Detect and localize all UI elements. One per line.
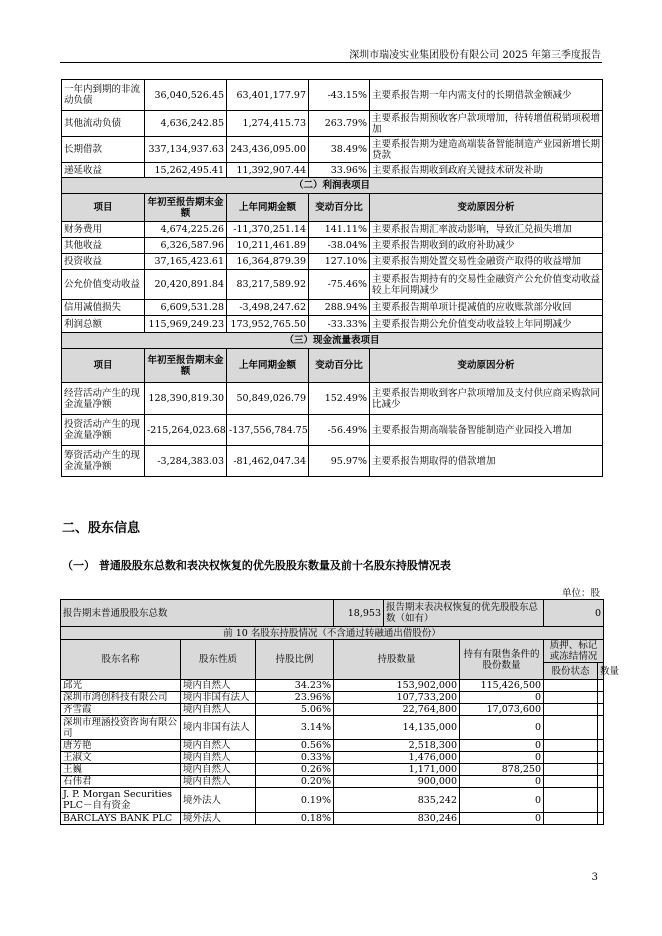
holding-qty: 835,242 [334, 788, 460, 813]
table-row [62, 316, 603, 333]
holding-ratio: 5.06% [256, 704, 334, 716]
restricted-qty: 115,426,500 [460, 680, 544, 692]
shareholder-name: J. P. Morgan Securities PLC－自有资金 [61, 788, 181, 813]
table-row [61, 764, 604, 776]
page-number: 3 [591, 872, 598, 883]
pledge-status [544, 704, 598, 716]
col-header-qty: 持股数量 [334, 640, 460, 680]
reason-cell: 主要系报告期汇率波动影响，导致汇兑损失增加 [370, 222, 603, 238]
col-header-reason: 变动原因分析 [370, 194, 603, 222]
table-row [61, 704, 604, 716]
reason-cell: 主要系报告期持有的交易性金融资产公允价值变动收益较上年同期减少 [370, 270, 603, 300]
reason-cell: 主要系报告期预收客户款项增加，待转增值税销项税增加 [370, 111, 603, 137]
page-header: 深圳市瑞凌实业集团股份有限公司 2025 年第三季度报告 [349, 50, 601, 61]
shareholder-name: 王巍 [61, 764, 181, 776]
pledge-status [544, 788, 598, 813]
item-cell: 其他流动负债 [62, 111, 145, 137]
change-pct-cell: -43.15% [309, 80, 370, 111]
table-row [62, 111, 603, 137]
restricted-qty: 0 [460, 740, 544, 752]
shareholder-nature: 境内非国有法人 [181, 716, 256, 740]
item-cell: 公允价值变动收益 [62, 270, 145, 300]
item-cell: 信用减值损失 [62, 300, 145, 316]
item-cell: 递延收益 [62, 163, 145, 178]
restricted-qty: 0 [460, 788, 544, 813]
prior-amount-cell: 243,436,095.00 [227, 137, 309, 163]
table-row [61, 740, 604, 752]
table-row [62, 415, 603, 446]
prior-amount-cell: 10,211,461.89 [227, 238, 309, 254]
preferred-shareholders-label: 报告期末表决权恢复的优先股股东总数（如有） [384, 600, 544, 627]
holding-qty: 1,171,000 [334, 764, 460, 776]
col-header-prior: 上年同期金额 [227, 349, 309, 383]
holding-ratio: 0.33% [256, 752, 334, 764]
table-row [62, 137, 603, 163]
reason-cell: 主要系报告期处置交易性金融资产取得的收益增加 [370, 254, 603, 270]
pledge-qty [598, 764, 604, 776]
shareholder-name: 王淑文 [61, 752, 181, 764]
restricted-qty: 0 [460, 752, 544, 764]
pledge-qty [598, 716, 604, 740]
shareholder-nature: 境内自然人 [181, 704, 256, 716]
change-pct-cell: 127.10% [309, 254, 370, 270]
current-amount-cell: 37,165,423.61 [145, 254, 227, 270]
table-row [62, 238, 603, 254]
holding-ratio: 34.23% [256, 680, 334, 692]
header-row [61, 640, 604, 663]
current-amount-cell: 36,040,526.45 [145, 80, 227, 111]
item-cell: 一年内到期的非流动负债 [62, 80, 145, 111]
shareholder-name: 齐雪霞 [61, 704, 181, 716]
prior-amount-cell: -137,556,784.75 [227, 415, 309, 446]
col-header-name: 股东名称 [61, 640, 181, 680]
prior-amount-cell: 16,364,879.39 [227, 254, 309, 270]
table-row [62, 222, 603, 238]
col-header-pledge-qty: 数量 [598, 663, 604, 680]
col-header-nature: 股东性质 [181, 640, 256, 680]
table-row [62, 300, 603, 316]
restricted-qty: 0 [460, 813, 544, 825]
change-pct-cell: 288.94% [309, 300, 370, 316]
change-pct-cell: -33.33% [309, 316, 370, 333]
prior-amount-cell: 63,401,177.97 [227, 80, 309, 111]
current-amount-cell: 337,134,937.63 [145, 137, 227, 163]
section-title-row [62, 333, 603, 349]
unit-label: 单位：股 [561, 588, 600, 599]
item-cell: 利润总额 [62, 316, 145, 333]
current-amount-cell: 20,420,891.84 [145, 270, 227, 300]
change-pct-cell: 95.97% [309, 446, 370, 477]
top10-title: 前 10 名股东持股情况（不含通过转融通出借股份） [61, 627, 604, 640]
restricted-qty: 17,073,600 [460, 704, 544, 716]
header-row [62, 349, 603, 383]
holding-qty: 153,902,000 [334, 680, 460, 692]
pledge-status [544, 692, 598, 704]
table-row [61, 692, 604, 704]
pledge-qty [598, 813, 604, 825]
restricted-qty: 0 [460, 692, 544, 704]
prior-amount-cell: 173,952,765.50 [227, 316, 309, 333]
table-row [62, 446, 603, 477]
shareholder-name: 深圳市鸿创科技有限公司 [61, 692, 181, 704]
item-cell: 投资收益 [62, 254, 145, 270]
shareholder-nature: 境内自然人 [181, 680, 256, 692]
pledge-qty [598, 788, 604, 813]
table-row [62, 254, 603, 270]
col-header-current: 年初至报告期末金额 [145, 194, 227, 222]
holding-qty: 2,518,300 [334, 740, 460, 752]
current-amount-cell: 115,969,249.23 [145, 316, 227, 333]
current-amount-cell: 128,390,819.30 [145, 383, 227, 415]
prior-amount-cell: 11,392,907.44 [227, 163, 309, 178]
pledge-status [544, 680, 598, 692]
change-pct-cell: 152.49% [309, 383, 370, 415]
pledge-status [544, 813, 598, 825]
pledge-qty [598, 740, 604, 752]
pledge-status [544, 764, 598, 776]
shareholder-nature: 境外法人 [181, 813, 256, 825]
shareholder-nature: 境外法人 [181, 788, 256, 813]
prior-amount-cell: -81,462,047.34 [227, 446, 309, 477]
prior-amount-cell: 50,849,026.79 [227, 383, 309, 415]
col-header-change: 变动百分比 [309, 349, 370, 383]
col-header-ratio: 持股比例 [256, 640, 334, 680]
reason-cell: 主要系报告期收到政府关键技术研发补助 [370, 163, 603, 178]
shareholder-nature: 境内自然人 [181, 764, 256, 776]
pledge-status [544, 740, 598, 752]
change-pct-cell: -75.46% [309, 270, 370, 300]
reason-cell: 主要系报告期高端装备智能制造产业园投入增加 [370, 415, 603, 446]
reason-cell: 主要系报告期公允价值变动收益较上年同期减少 [370, 316, 603, 333]
table-row [61, 752, 604, 764]
prior-amount-cell: 1,274,415.73 [227, 111, 309, 137]
holding-ratio: 23.96% [256, 692, 334, 704]
col-header-current: 年初至报告期末金额 [145, 349, 227, 383]
col-header-pledge: 质押、标记或冻结情况 [544, 640, 604, 663]
cashflow-section-title: （三）现金流量表项目 [62, 333, 603, 349]
current-amount-cell: 6,326,587.96 [145, 238, 227, 254]
preferred-shareholders-value: 0 [544, 600, 604, 627]
col-header-pledge-status: 股份状态 [544, 663, 598, 680]
pledge-qty [598, 704, 604, 716]
shareholder-nature: 境内自然人 [181, 776, 256, 788]
item-cell: 长期借款 [62, 137, 145, 163]
current-amount-cell: 4,674,225.26 [145, 222, 227, 238]
pledge-qty [598, 692, 604, 704]
table-row [61, 680, 604, 692]
reason-cell: 主要系报告期收到客户款项增加及支付供应商采购款同比减少 [370, 383, 603, 415]
item-cell: 财务费用 [62, 222, 145, 238]
change-pct-cell: -38.04% [309, 238, 370, 254]
table-row [62, 270, 603, 300]
item-cell: 筹资活动产生的现金流量净额 [62, 446, 145, 477]
reason-cell: 主要系报告期为建造高端装备智能制造产业园新增长期贷款 [370, 137, 603, 163]
holding-ratio: 0.19% [256, 788, 334, 813]
income-section-title: （二）利润表项目 [62, 178, 603, 194]
pledge-status [544, 752, 598, 764]
section-title-row [62, 178, 603, 194]
shareholder-name: 深圳市理涵投资咨询有限公司 [61, 716, 181, 740]
total-shareholders-label: 报告期末普通股股东总数 [61, 600, 334, 627]
change-pct-cell: 263.79% [309, 111, 370, 137]
col-header-change: 变动百分比 [309, 194, 370, 222]
col-header-item: 项目 [62, 349, 145, 383]
restricted-qty: 0 [460, 776, 544, 788]
shareholder-name: 唐芳艳 [61, 740, 181, 752]
table-row [61, 788, 604, 813]
shareholder-nature: 境内非国有法人 [181, 692, 256, 704]
item-cell: 投资活动产生的现金流量净额 [62, 415, 145, 446]
prior-amount-cell: -11,370,251.14 [227, 222, 309, 238]
current-amount-cell: 6,609,531.28 [145, 300, 227, 316]
table-row [61, 776, 604, 788]
col-header-restricted: 持有有限售条件的股份数量 [460, 640, 544, 680]
holding-qty: 900,000 [334, 776, 460, 788]
col-header-prior: 上年同期金额 [227, 194, 309, 222]
restricted-qty: 0 [460, 716, 544, 740]
shareholder-name: BARCLAYS BANK PLC [61, 813, 181, 825]
pledge-qty [598, 776, 604, 788]
holding-qty: 1,476,000 [334, 752, 460, 764]
holding-qty: 830,246 [334, 813, 460, 825]
current-amount-cell: -3,284,383.03 [145, 446, 227, 477]
holding-qty: 14,135,000 [334, 716, 460, 740]
col-header-item: 项目 [62, 194, 145, 222]
current-amount-cell: -215,264,023.68 [145, 415, 227, 446]
holding-qty: 107,733,200 [334, 692, 460, 704]
change-pct-cell: 33.96% [309, 163, 370, 178]
total-shareholders-value: 18,953 [334, 600, 384, 627]
holding-ratio: 0.20% [256, 776, 334, 788]
table-row [61, 813, 604, 825]
subsection-heading: （一） 普通股股东总数和表决权恢复的优先股股东数量及前十名股东持股情况表 [62, 559, 451, 572]
current-amount-cell: 4,636,242.85 [145, 111, 227, 137]
summary-row [61, 600, 604, 627]
prior-amount-cell: -3,498,247.62 [227, 300, 309, 316]
col-header-reason: 变动原因分析 [370, 349, 603, 383]
current-amount-cell: 15,262,495.41 [145, 163, 227, 178]
holding-ratio: 3.14% [256, 716, 334, 740]
pledge-qty [598, 752, 604, 764]
section-heading: 二、股东信息 [62, 521, 141, 536]
prior-amount-cell: 83,217,589.92 [227, 270, 309, 300]
pledge-status [544, 776, 598, 788]
table-row [62, 80, 603, 111]
pledge-qty [598, 680, 604, 692]
holding-ratio: 0.56% [256, 740, 334, 752]
shareholder-nature: 境内自然人 [181, 752, 256, 764]
change-pct-cell: -56.49% [309, 415, 370, 446]
change-pct-cell: 38.49% [309, 137, 370, 163]
header-row [62, 194, 603, 222]
shareholder-name: 邱光 [61, 680, 181, 692]
reason-cell: 主要系报告期单项计提减值的应收账款部分收回 [370, 300, 603, 316]
holding-ratio: 0.18% [256, 813, 334, 825]
shareholder-nature: 境内自然人 [181, 740, 256, 752]
holding-ratio: 0.26% [256, 764, 334, 776]
header-rule [60, 62, 602, 63]
item-cell: 其他收益 [62, 238, 145, 254]
change-pct-cell: 141.11% [309, 222, 370, 238]
reason-cell: 主要系报告期一年内需支付的长期借款金额减少 [370, 80, 603, 111]
reason-cell: 主要系报告期收到的政府补助减少 [370, 238, 603, 254]
table-row [62, 383, 603, 415]
holding-qty: 22,764,800 [334, 704, 460, 716]
section-title-row [61, 627, 604, 640]
table-row [62, 163, 603, 178]
shareholder-name: 石伟君 [61, 776, 181, 788]
shareholders-table [60, 599, 620, 825]
reason-cell: 主要系报告期取得的借款增加 [370, 446, 603, 477]
table-row [61, 716, 604, 740]
pledge-status [544, 716, 598, 740]
change-analysis-table [61, 79, 603, 477]
restricted-qty: 878,250 [460, 764, 544, 776]
item-cell: 经营活动产生的现金流量净额 [62, 383, 145, 415]
